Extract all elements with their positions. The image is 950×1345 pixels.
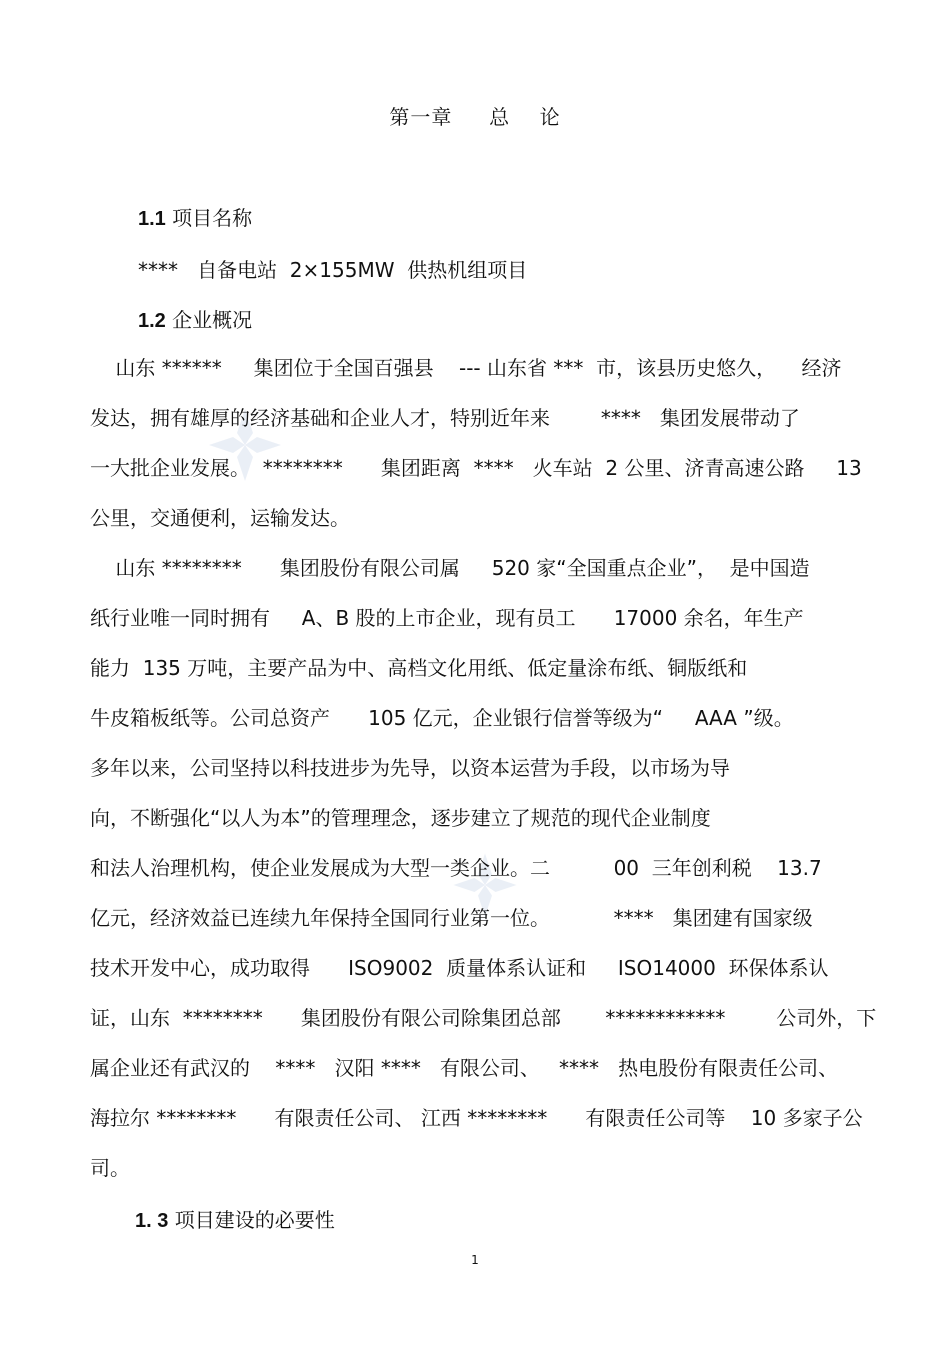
paragraph-line: 山东 ******** 集团股份有限公司属 520 家“全国重点企业”， 是中国造	[90, 556, 810, 580]
section-heading-1-2	[138, 306, 252, 334]
section-title: 项目名称	[165, 206, 253, 230]
paragraph-line: 和法人治理机构，使企业发展成为大型一类企业。二 00 三年创利税 13.7	[90, 856, 822, 880]
section-title: 企业概况	[165, 308, 253, 332]
paragraph-line: 属企业还有武汉的 **** 汉阳 **** 有限公司、 **** 热电股份有限责任公司、	[90, 1056, 839, 1080]
paragraph-line: 公里，交通便利，运输发达。	[90, 506, 350, 530]
paragraph-line: 证，山东 ******** 集团股份有限公司除集团总部 ************ 公司外，下	[90, 1006, 877, 1030]
paragraph-line: 牛皮箱板纸等。公司总资产 105 亿元，企业银行信誉等级为“ AAA ”级。	[90, 706, 794, 730]
paragraph-line: 海拉尔 ******** 有限责任公司、 江西 ******** 有限责任公司等 10 多家子公	[90, 1106, 863, 1130]
section-number: 1. 3	[135, 1210, 169, 1232]
section-number: 1.1	[138, 208, 166, 230]
paragraph-line: 山东 ****** 集团位于全国百强县 --- 山东省 *** 市，该县历史悠久， 经济	[90, 356, 842, 380]
chapter-title: 第一章 总 论	[389, 105, 561, 129]
paragraph-line: 司。	[90, 1156, 130, 1180]
paragraph-line: 发达，拥有雄厚的经济基础和企业人才，特别近年来 **** 集团发展带动了	[90, 406, 800, 430]
paragraph-line: 一大批企业发展。 ******** 集团距离 **** 火车站 2 公里、济青高速公路 13	[90, 456, 862, 480]
paragraph-line: 技术开发中心，成功取得 ISO9002 质量体系认证和 ISO14000 环保体系认	[90, 956, 829, 980]
paragraph-line: 多年以来，公司坚持以科技进步为先导，以资本运营为手段，以市场为导	[90, 756, 730, 780]
paragraph-line: 亿元，经济效益已连续九年保持全国同行业第一位。 **** 集团建有国家级	[90, 906, 813, 930]
section-number: 1.2	[138, 310, 166, 332]
section-heading-1-3	[135, 1206, 335, 1234]
paragraph-line: 能力 135 万吨，主要产品为中、高档文化用纸、低定量涂布纸、铜版纸和	[90, 656, 748, 680]
section-heading-1-1	[138, 204, 252, 232]
paragraph-line: 向，不断强化“以人为本”的管理理念，逐步建立了规范的现代企业制度	[90, 806, 711, 830]
section-title: 项目建设的必要性	[168, 1208, 335, 1232]
project-name-text: **** 自备电站 2×155MW 供热机组项目	[138, 258, 528, 282]
paragraph-line: 纸行业唯一同时拥有 A、B 股的上市企业，现有员工 17000 余名，年生产	[90, 606, 804, 630]
page-number: 1	[471, 1253, 479, 1267]
